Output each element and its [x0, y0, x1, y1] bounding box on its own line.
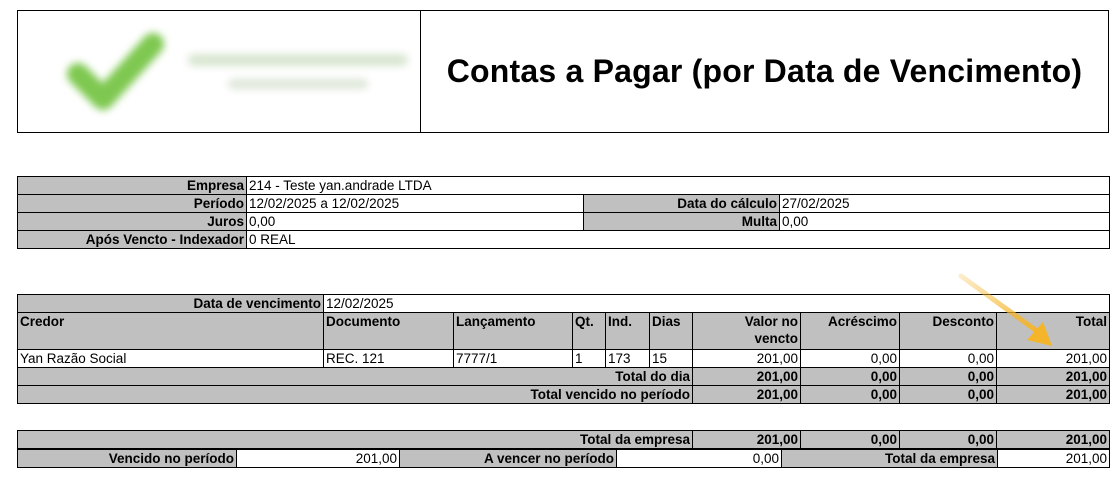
empresa-label: Empresa [18, 177, 247, 195]
periodo-value: 12/02/2025 a 12/02/2025 [247, 195, 584, 213]
col-dias: Dias [650, 313, 693, 350]
total-empresa-desconto: 0,00 [900, 431, 997, 449]
row-documento: REC. 121 [324, 350, 454, 368]
indexador-label: Após Vencto - Indexador [18, 231, 247, 249]
col-ind: Ind. [606, 313, 650, 350]
col-lancamento: Lançamento [454, 313, 573, 350]
vencido-label: Vencido no período [18, 450, 237, 468]
multa-label: Multa [584, 213, 780, 231]
total-vencido-acrescimo: 0,00 [801, 386, 900, 404]
col-total: Total [997, 313, 1110, 350]
total-dia-label: Total do dia [18, 368, 693, 386]
juros-value: 0,00 [247, 213, 584, 231]
col-acrescimo: Acréscimo [801, 313, 900, 350]
data-calculo-label: Data do cálculo [584, 195, 780, 213]
vencimento-label: Data de vencimento [18, 295, 324, 313]
company-logo [58, 29, 418, 119]
col-qt: Qt. [573, 313, 606, 350]
summary-total-empresa-value: 201,00 [998, 450, 1110, 468]
indexador-value: 0 REAL [247, 231, 1110, 249]
table-header-row [18, 313, 1110, 350]
row-acrescimo: 0,00 [801, 350, 900, 368]
company-total-table [17, 430, 1110, 449]
vencimento-value: 12/02/2025 [324, 295, 1110, 313]
vencido-value: 201,00 [237, 450, 400, 468]
col-valor [693, 313, 801, 350]
col-desconto: Desconto [900, 313, 997, 350]
total-dia-acrescimo: 0,00 [801, 368, 900, 386]
total-empresa-valor: 201,00 [693, 431, 801, 449]
juros-label: Juros [18, 213, 247, 231]
total-dia-desconto: 0,00 [900, 368, 997, 386]
multa-value: 0,00 [780, 213, 1110, 231]
total-dia-row [18, 368, 1110, 386]
logo-cell [18, 11, 421, 132]
row-lancamento: 7777/1 [454, 350, 573, 368]
row-desconto: 0,00 [900, 350, 997, 368]
row-qt: 1 [573, 350, 606, 368]
total-empresa-acrescimo: 0,00 [801, 431, 900, 449]
total-vencido-valor: 201,00 [693, 386, 801, 404]
total-dia-total: 201,00 [997, 368, 1110, 386]
col-documento: Documento [324, 313, 454, 350]
total-vencido-label: Total vencido no período [18, 386, 693, 404]
total-empresa-row [18, 431, 1110, 449]
periodo-label: Período [18, 195, 247, 213]
summary-total-empresa-label: Total da empresa [782, 450, 998, 468]
report-header [17, 10, 1109, 133]
total-vencido-total: 201,00 [997, 386, 1110, 404]
col-valor-line1: Valor no [744, 314, 798, 329]
period-summary-table [17, 449, 1110, 468]
row-valor: 201,00 [693, 350, 801, 368]
total-empresa-total: 201,00 [997, 431, 1110, 449]
row-credor: Yan Razão Social [18, 350, 324, 368]
total-dia-valor: 201,00 [693, 368, 801, 386]
col-valor-line2: vencto [754, 331, 798, 346]
detail-table [17, 294, 1110, 404]
row-total: 201,00 [997, 350, 1110, 368]
col-credor: Credor [18, 313, 324, 350]
a-vencer-label: A vencer no período [400, 450, 617, 468]
info-table [17, 176, 1110, 249]
total-vencido-row [18, 386, 1110, 404]
total-vencido-desconto: 0,00 [900, 386, 997, 404]
a-vencer-value: 0,00 [617, 450, 782, 468]
row-dias: 15 [650, 350, 693, 368]
empresa-value: 214 - Teste yan.andrade LTDA [247, 177, 1110, 195]
row-ind: 173 [606, 350, 650, 368]
table-row [18, 350, 1110, 368]
report-title: Contas a Pagar (por Data de Vencimento) [446, 53, 1083, 89]
total-empresa-label: Total da empresa [18, 431, 693, 449]
data-calculo-value: 27/02/2025 [780, 195, 1110, 213]
